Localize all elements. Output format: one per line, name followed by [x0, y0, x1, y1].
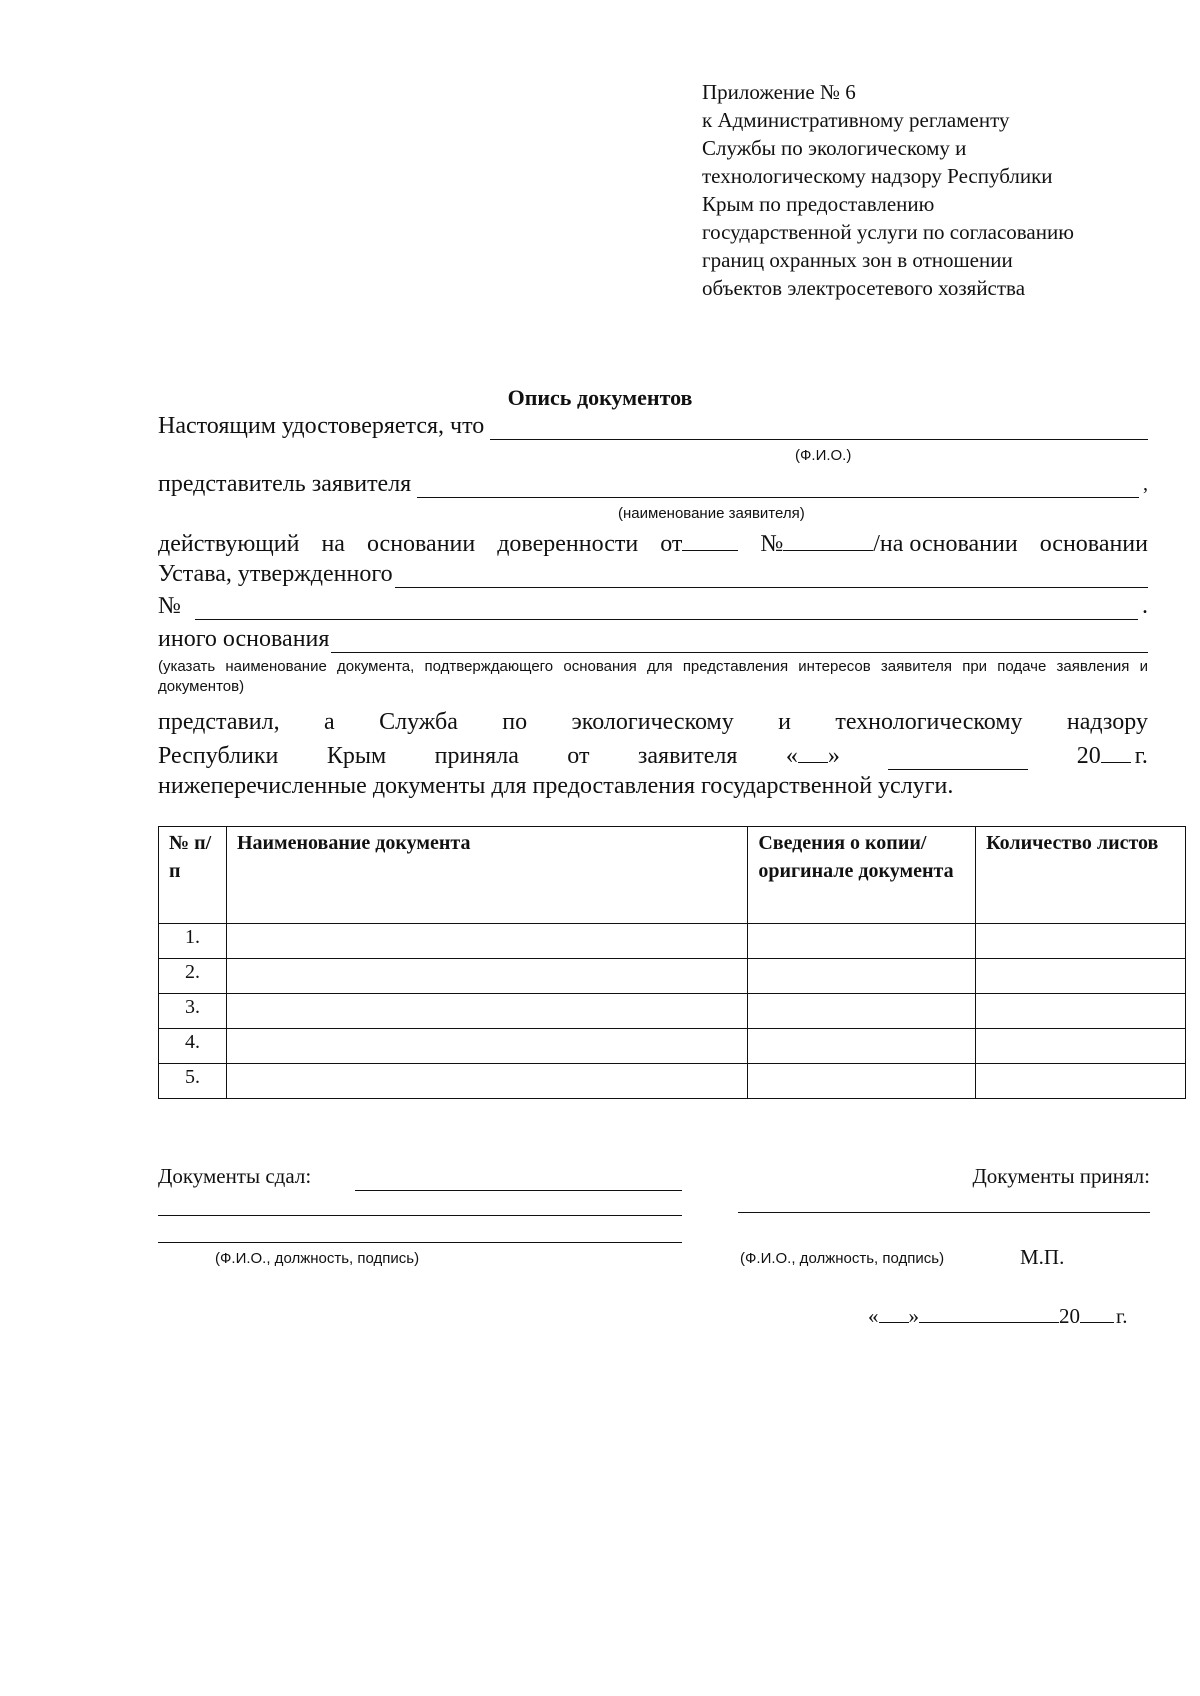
document-name-cell[interactable]	[226, 1029, 747, 1064]
accepted-row: Республики Крым приняла от заявителя « » 20 г.	[158, 740, 1148, 770]
accepted-word: Крым	[326, 743, 387, 769]
handed-label: Документы сдал:	[158, 1164, 312, 1188]
other-basis-field[interactable]	[331, 630, 1148, 653]
sign-day-field[interactable]	[879, 1300, 909, 1323]
accepted-word: от	[567, 743, 590, 769]
acting-word: доверенности	[497, 531, 639, 557]
received-sign-caption: (Ф.И.О., должность, подпись)	[740, 1250, 945, 1267]
copy-info-cell[interactable]	[748, 959, 976, 994]
table-row	[159, 1029, 1186, 1064]
acting-word: основании	[366, 531, 476, 557]
handed-sign-caption: (Ф.И.О., должность, подпись)	[215, 1250, 420, 1267]
representative-label: представитель заявителя	[158, 471, 412, 497]
number-sign: №	[760, 531, 784, 557]
col-number-header: № п/п	[159, 827, 227, 924]
document-name-cell[interactable]	[226, 924, 747, 959]
accepted-word: Республики	[158, 743, 279, 769]
other-basis-row	[158, 625, 1148, 653]
acting-word: действующий	[158, 531, 300, 557]
header-line: государственной услуги по согласованию	[702, 220, 1074, 244]
charter-approved-field[interactable]	[395, 565, 1148, 588]
document-name-cell[interactable]	[226, 994, 747, 1029]
row-number: 2.	[159, 959, 227, 994]
presented-word: технологическому	[835, 709, 1023, 735]
received-label: Документы принял:	[972, 1164, 1150, 1188]
sheets-count-cell[interactable]	[976, 1064, 1186, 1099]
presented-word: экологическому	[571, 709, 734, 735]
header-line: технологическому надзору Республики	[702, 164, 1053, 188]
row-number: 1.	[159, 924, 227, 959]
header-line: Службы по экологическому и	[702, 136, 967, 160]
presented-word: и	[778, 709, 791, 735]
acting-word: от	[660, 531, 683, 557]
presented-word: представил,	[158, 709, 280, 735]
representative-row: представитель заявителя ,	[158, 471, 1148, 497]
charter-row	[158, 560, 1148, 588]
charter-number-field[interactable]	[195, 597, 1138, 620]
document-title: Опись документов	[507, 385, 693, 410]
sheets-count-cell[interactable]	[976, 994, 1186, 1029]
basis-note: (указать наименование документа, подтверждающего основания для представления интересов заявителя при подаче заявления и документов)	[158, 658, 1148, 695]
document-name-cell[interactable]	[226, 1064, 747, 1099]
header-line: границ охранных зон в отношении	[702, 248, 1013, 272]
sign-year-field[interactable]	[1080, 1300, 1114, 1323]
header-line: Крым по предоставлению	[702, 192, 935, 216]
col-copy-header: Сведения о копии/оригинале документа	[748, 827, 976, 924]
poa-date-field[interactable]	[682, 528, 738, 551]
col-name-header: Наименование документа	[226, 827, 747, 924]
table-row	[159, 959, 1186, 994]
copy-info-cell[interactable]	[748, 1064, 976, 1099]
listed-text: нижеперечисленные документы для предоставления государственной услуги.	[158, 773, 954, 799]
accept-year-field[interactable]	[1101, 740, 1131, 763]
table-row	[159, 924, 1186, 959]
appendix-header	[702, 78, 1172, 302]
number-row: № .	[158, 593, 1148, 619]
row-number: 5.	[159, 1064, 227, 1099]
accepted-word: заявителя	[637, 743, 738, 769]
sheets-count-cell[interactable]	[976, 959, 1186, 994]
handed-sign-line-3[interactable]	[158, 1242, 682, 1243]
header-line: объектов электросетевого хозяйства	[702, 276, 1026, 300]
handed-sign-line-2[interactable]	[158, 1215, 682, 1216]
acting-row	[158, 528, 1148, 558]
applicant-caption: (наименование заявителя)	[618, 505, 805, 522]
presented-word: надзору	[1066, 709, 1148, 735]
copy-info-cell[interactable]	[748, 924, 976, 959]
handed-sign-line-1[interactable]	[355, 1190, 682, 1191]
table-row	[159, 994, 1186, 1029]
accept-month-field[interactable]	[888, 747, 1028, 770]
copy-info-cell[interactable]	[748, 1029, 976, 1064]
sign-month-field[interactable]	[919, 1300, 1059, 1323]
sheets-count-cell[interactable]	[976, 924, 1186, 959]
header-line: к Административному регламенту	[702, 108, 1010, 132]
row-number: 4.	[159, 1029, 227, 1064]
certify-label: Настоящим удостоверяется, что	[158, 413, 485, 439]
presented-row	[158, 708, 1148, 736]
presented-word: Служба	[379, 709, 458, 735]
poa-number-field[interactable]	[783, 528, 873, 551]
acting-word: на	[321, 531, 345, 557]
stamp-label: М.П.	[1020, 1245, 1065, 1269]
accept-day-field[interactable]	[798, 740, 828, 763]
header-line: Приложение № 6	[702, 80, 856, 104]
row-number: 3.	[159, 994, 227, 1029]
table-header-row	[159, 827, 1186, 924]
received-sign-line[interactable]	[738, 1212, 1150, 1213]
other-basis-label: иного основания	[158, 626, 330, 652]
presented-word: по	[502, 709, 528, 735]
fio-caption: (Ф.И.О.)	[795, 447, 852, 464]
presented-word: а	[324, 709, 335, 735]
documents-table	[158, 826, 1186, 1099]
date-row: « » 20 г.	[868, 1300, 1128, 1329]
table-row	[159, 1064, 1186, 1099]
document-name-cell[interactable]	[226, 959, 747, 994]
basis-word: основании	[1039, 531, 1148, 557]
copy-info-cell[interactable]	[748, 994, 976, 1029]
fio-field[interactable]	[490, 417, 1148, 440]
certify-row	[158, 412, 1148, 440]
number-sign: №	[158, 593, 181, 619]
col-sheets-header: Количество листов	[976, 827, 1186, 924]
sheets-count-cell[interactable]	[976, 1029, 1186, 1064]
applicant-name-field[interactable]	[417, 475, 1139, 498]
accepted-word: приняла	[434, 743, 519, 769]
on-basis-label: /на основании	[873, 531, 1018, 557]
charter-label: Устава, утвержденного	[158, 561, 393, 587]
